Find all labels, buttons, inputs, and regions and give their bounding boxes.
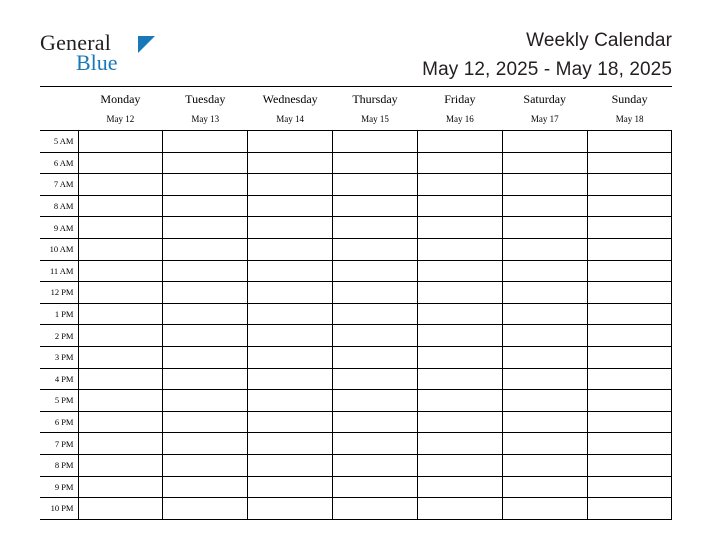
time-slot-cell[interactable]: [587, 325, 672, 347]
day-name: Friday: [444, 92, 476, 106]
time-slot-cell[interactable]: [163, 476, 248, 498]
time-slot-cell[interactable]: [78, 368, 163, 390]
time-slot-cell[interactable]: [333, 282, 418, 304]
calendar-row: [40, 498, 672, 520]
time-slot-cell[interactable]: [163, 174, 248, 196]
time-slot-cell[interactable]: [78, 476, 163, 498]
time-slot-cell[interactable]: [502, 454, 587, 476]
time-slot-cell[interactable]: [333, 433, 418, 455]
day-name: Thursday: [352, 92, 398, 106]
time-slot-cell[interactable]: [78, 152, 163, 174]
hour-label: 5 AM: [40, 131, 78, 153]
day-date: May 13: [191, 114, 220, 124]
time-slot-cell[interactable]: [163, 498, 248, 520]
day-date: May 18: [615, 114, 644, 124]
day-date: May 17: [530, 114, 559, 124]
time-slot-cell[interactable]: [248, 346, 333, 368]
time-slot-cell[interactable]: [587, 476, 672, 498]
time-slot-cell[interactable]: [417, 152, 502, 174]
time-slot-cell[interactable]: [502, 368, 587, 390]
time-slot-cell[interactable]: [502, 390, 587, 412]
time-slot-cell[interactable]: [248, 325, 333, 347]
day-name: Tuesday: [185, 92, 226, 106]
time-slot-cell[interactable]: [587, 195, 672, 217]
time-slot-cell[interactable]: [163, 368, 248, 390]
calendar-row: [40, 411, 672, 433]
day-name: Saturday: [523, 92, 567, 106]
calendar-row: [40, 454, 672, 476]
time-slot-cell[interactable]: [333, 476, 418, 498]
time-slot-cell[interactable]: [333, 217, 418, 239]
time-slot-cell[interactable]: [248, 390, 333, 412]
calendar-row: [40, 476, 672, 498]
time-slot-cell[interactable]: [78, 498, 163, 520]
time-slot-cell[interactable]: [333, 195, 418, 217]
calendar-row: [40, 303, 672, 325]
time-slot-cell[interactable]: [163, 260, 248, 282]
time-slot-cell[interactable]: [587, 346, 672, 368]
time-slot-cell[interactable]: [333, 174, 418, 196]
hour-label: 6 PM: [40, 411, 78, 433]
calendar-body: [40, 131, 672, 520]
time-slot-cell[interactable]: [587, 152, 672, 174]
time-slot-cell[interactable]: [78, 303, 163, 325]
hour-label: 9 PM: [40, 476, 78, 498]
hour-label: 8 PM: [40, 454, 78, 476]
time-slot-cell[interactable]: [248, 260, 333, 282]
time-slot-cell[interactable]: [163, 303, 248, 325]
time-slot-cell[interactable]: [587, 260, 672, 282]
hour-label: 9 AM: [40, 217, 78, 239]
time-slot-cell[interactable]: [587, 454, 672, 476]
time-slot-cell[interactable]: [502, 476, 587, 498]
time-slot-cell[interactable]: [248, 433, 333, 455]
hour-label: 5 PM: [40, 390, 78, 412]
time-slot-cell[interactable]: [587, 303, 672, 325]
calendar-row: [40, 195, 672, 217]
time-slot-cell[interactable]: [248, 498, 333, 520]
time-slot-cell[interactable]: [163, 152, 248, 174]
time-slot-cell[interactable]: [78, 195, 163, 217]
time-slot-cell[interactable]: [78, 454, 163, 476]
logo-text-blue: Blue: [76, 50, 118, 75]
time-slot-cell[interactable]: [248, 195, 333, 217]
logo-text-general: General: [40, 30, 112, 55]
time-slot-cell[interactable]: [417, 498, 502, 520]
time-slot-cell[interactable]: [502, 260, 587, 282]
calendar-row: [40, 390, 672, 412]
time-slot-cell[interactable]: [78, 390, 163, 412]
calendar-row: [40, 238, 672, 260]
time-slot-cell[interactable]: [248, 282, 333, 304]
day-header-tuesday: [163, 87, 248, 129]
time-slot-cell[interactable]: [78, 238, 163, 260]
time-slot-cell[interactable]: [163, 325, 248, 347]
time-slot-cell[interactable]: [333, 238, 418, 260]
time-slot-cell[interactable]: [502, 282, 587, 304]
time-slot-cell[interactable]: [78, 282, 163, 304]
hour-label: 6 AM: [40, 152, 78, 174]
page-title: Weekly Calendar: [526, 30, 672, 51]
time-slot-cell[interactable]: [417, 476, 502, 498]
time-slot-cell[interactable]: [163, 217, 248, 239]
calendar-row: [40, 217, 672, 239]
calendar-row: [40, 368, 672, 390]
time-slot-cell[interactable]: [248, 152, 333, 174]
time-slot-cell[interactable]: [333, 390, 418, 412]
time-slot-cell[interactable]: [502, 303, 587, 325]
time-slot-cell[interactable]: [333, 368, 418, 390]
calendar-grid: [40, 130, 672, 520]
time-slot-cell[interactable]: [333, 260, 418, 282]
time-slot-cell[interactable]: [248, 476, 333, 498]
time-slot-cell[interactable]: [333, 325, 418, 347]
time-slot-cell[interactable]: [248, 131, 333, 153]
time-slot-cell[interactable]: [587, 131, 672, 153]
time-slot-cell[interactable]: [248, 454, 333, 476]
time-slot-cell[interactable]: [333, 454, 418, 476]
hour-label: 1 PM: [40, 303, 78, 325]
time-slot-cell[interactable]: [78, 260, 163, 282]
time-slot-cell[interactable]: [78, 411, 163, 433]
time-slot-cell[interactable]: [248, 411, 333, 433]
triangle-mark-icon: [138, 36, 155, 53]
time-slot-cell[interactable]: [163, 346, 248, 368]
day-header-monday: [78, 87, 163, 129]
time-slot-cell[interactable]: [502, 325, 587, 347]
time-slot-cell[interactable]: [78, 131, 163, 153]
calendar-row: [40, 325, 672, 347]
time-slot-cell[interactable]: [587, 217, 672, 239]
day-header-wednesday: [248, 87, 333, 129]
time-slot-cell[interactable]: [163, 454, 248, 476]
time-slot-cell[interactable]: [502, 152, 587, 174]
hour-label: 11 AM: [40, 260, 78, 282]
day-header-sunday: [587, 87, 672, 129]
time-slot-cell[interactable]: [587, 282, 672, 304]
time-slot-cell[interactable]: [78, 217, 163, 239]
time-slot-cell[interactable]: [417, 411, 502, 433]
day-header-thursday: [333, 87, 418, 129]
day-name: Monday: [100, 92, 141, 106]
day-header-row: [40, 87, 672, 129]
time-slot-cell[interactable]: [417, 303, 502, 325]
hour-label: 10 PM: [40, 498, 78, 520]
time-slot-cell[interactable]: [417, 346, 502, 368]
logo: [40, 30, 190, 74]
calendar-row: [40, 433, 672, 455]
calendar-row: [40, 260, 672, 282]
time-slot-cell[interactable]: [502, 411, 587, 433]
time-slot-cell[interactable]: [163, 433, 248, 455]
hour-label: 10 AM: [40, 238, 78, 260]
time-slot-cell[interactable]: [333, 498, 418, 520]
time-slot-cell[interactable]: [78, 433, 163, 455]
time-slot-cell[interactable]: [163, 238, 248, 260]
time-slot-cell[interactable]: [502, 131, 587, 153]
time-slot-cell[interactable]: [163, 411, 248, 433]
time-slot-cell[interactable]: [587, 238, 672, 260]
time-slot-cell[interactable]: [417, 454, 502, 476]
time-slot-cell[interactable]: [78, 346, 163, 368]
time-slot-cell[interactable]: [248, 174, 333, 196]
day-date: May 16: [445, 114, 474, 124]
time-slot-cell[interactable]: [163, 390, 248, 412]
time-slot-cell[interactable]: [163, 282, 248, 304]
day-name: Sunday: [611, 92, 648, 106]
hour-label: 12 PM: [40, 282, 78, 304]
time-slot-cell[interactable]: [333, 152, 418, 174]
time-slot-cell[interactable]: [417, 238, 502, 260]
time-slot-cell[interactable]: [502, 346, 587, 368]
time-slot-cell[interactable]: [587, 433, 672, 455]
time-slot-cell[interactable]: [587, 174, 672, 196]
time-slot-cell[interactable]: [502, 498, 587, 520]
time-slot-cell[interactable]: [417, 368, 502, 390]
calendar-row: [40, 346, 672, 368]
time-slot-cell[interactable]: [502, 217, 587, 239]
calendar-row: [40, 131, 672, 153]
day-header-saturday: [502, 87, 587, 129]
calendar-row: [40, 174, 672, 196]
time-slot-cell[interactable]: [502, 238, 587, 260]
day-date: May 15: [361, 114, 389, 124]
day-name: Wednesday: [262, 92, 318, 106]
hour-label: 8 AM: [40, 195, 78, 217]
time-slot-cell[interactable]: [587, 368, 672, 390]
time-slot-cell[interactable]: [333, 131, 418, 153]
time-slot-cell[interactable]: [417, 195, 502, 217]
time-slot-cell[interactable]: [78, 174, 163, 196]
hour-label: 4 PM: [40, 368, 78, 390]
page-header: [40, 30, 672, 78]
time-slot-cell[interactable]: [587, 390, 672, 412]
time-slot-cell[interactable]: [417, 131, 502, 153]
time-slot-cell[interactable]: [417, 390, 502, 412]
time-slot-cell[interactable]: [333, 303, 418, 325]
time-slot-cell[interactable]: [587, 498, 672, 520]
time-slot-cell[interactable]: [163, 131, 248, 153]
calendar-row: [40, 152, 672, 174]
day-header-corner: [40, 87, 78, 129]
calendar-row: [40, 282, 672, 304]
time-slot-cell[interactable]: [248, 368, 333, 390]
time-slot-cell[interactable]: [417, 325, 502, 347]
time-slot-cell[interactable]: [248, 217, 333, 239]
time-slot-cell[interactable]: [502, 195, 587, 217]
time-slot-cell[interactable]: [333, 346, 418, 368]
time-slot-cell[interactable]: [248, 303, 333, 325]
time-slot-cell[interactable]: [502, 433, 587, 455]
title-block: [422, 30, 672, 81]
day-header-friday: [417, 87, 502, 129]
day-date: May 12: [106, 114, 135, 124]
day-date: May 14: [276, 114, 305, 124]
hour-label: 2 PM: [40, 325, 78, 347]
time-slot-cell[interactable]: [417, 433, 502, 455]
time-slot-cell[interactable]: [417, 282, 502, 304]
time-slot-cell[interactable]: [333, 411, 418, 433]
time-slot-cell[interactable]: [417, 174, 502, 196]
time-slot-cell[interactable]: [248, 238, 333, 260]
time-slot-cell[interactable]: [417, 260, 502, 282]
time-slot-cell[interactable]: [587, 411, 672, 433]
time-slot-cell[interactable]: [78, 325, 163, 347]
date-range: May 12, 2025 - May 18, 2025: [422, 59, 672, 80]
time-slot-cell[interactable]: [417, 217, 502, 239]
time-slot-cell[interactable]: [163, 195, 248, 217]
hour-label: 7 AM: [40, 174, 78, 196]
time-slot-cell[interactable]: [502, 174, 587, 196]
hour-label: 7 PM: [40, 433, 78, 455]
hour-label: 3 PM: [40, 346, 78, 368]
